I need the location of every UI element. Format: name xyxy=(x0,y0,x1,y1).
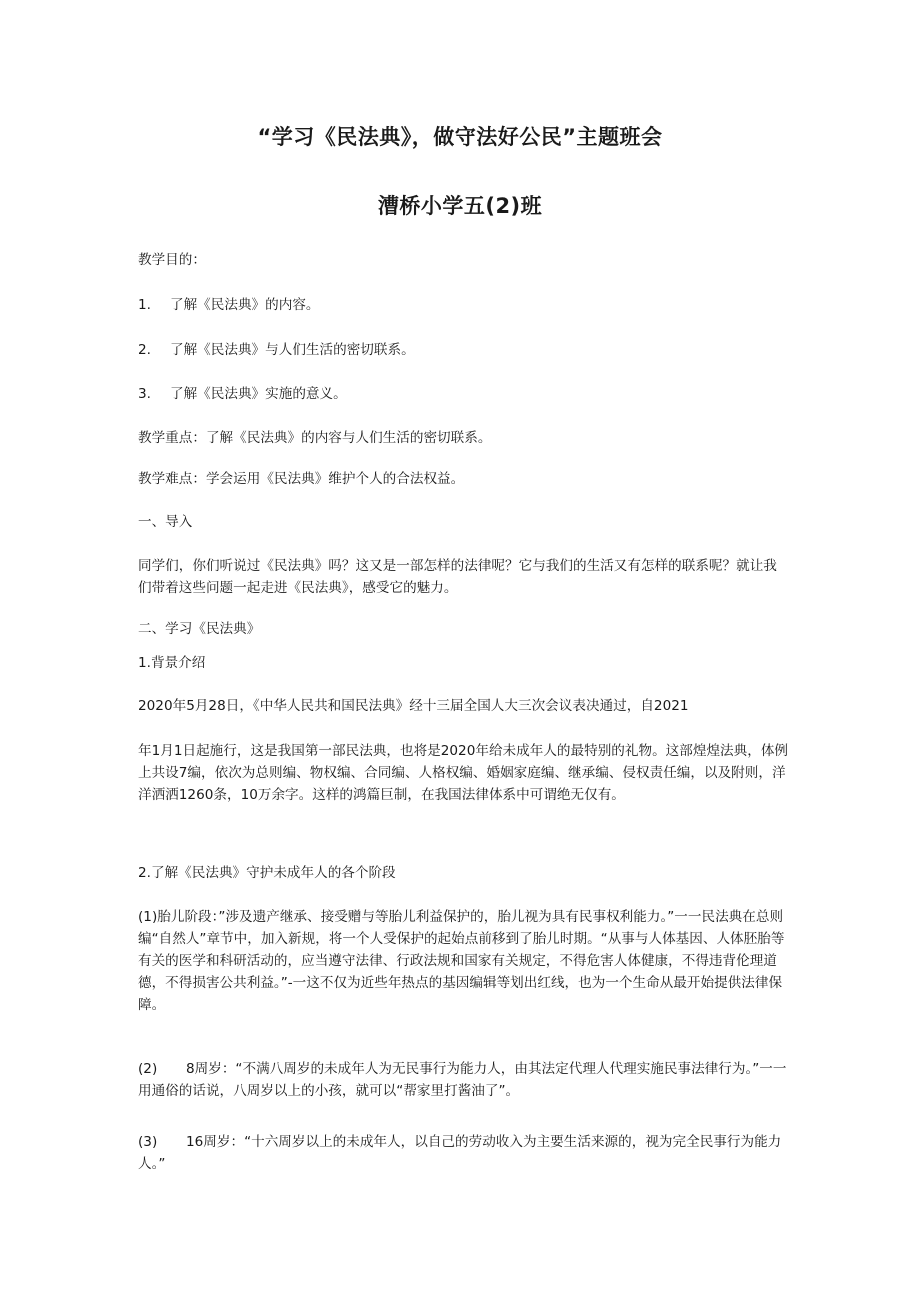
stage-number: (3) xyxy=(138,1134,158,1150)
document-title: “学习《民法典》，做守法好公民”主题班会 xyxy=(257,125,663,149)
objective-text: 了解《民法典》的内容。 xyxy=(170,297,320,313)
subsection-heading: 2.了解《民法典》守护未成年人的各个阶段 xyxy=(138,865,396,881)
stage-paragraph xyxy=(138,1058,788,1102)
stage-text: 16周岁：“十六周岁以上的未成年人，以自己的劳动收入为主要生活来源的，视为完全民事行为能力人。” xyxy=(138,1134,782,1172)
objective-text: 了解《民法典》与人们生活的密切联系。 xyxy=(170,342,415,358)
paragraph-line: 2020年5月28日，《中华人民共和国民法典》经十三届全国人大三次会议表决通过，自2021 xyxy=(138,698,689,714)
paragraph: 年1月1日起施行，这是我国第一部民法典，也将是2020年给未成年人的最特别的礼物。这部煌煌法典，体例上共设7编，依次为总则编、物权编、合同编、人格权编、婚姻家庭编、继承编、侵权责任编，以及附则，洋洋洒洒1260条，10万余字。这样的鸿篇巨制，在我国法律体系中可谓绝无仅有。 xyxy=(138,743,789,803)
difficulty: 教学难点：学会运用《民法典》维护个人的合法权益。 xyxy=(138,471,465,487)
stage-text: 8周岁：“不满八周岁的未成年人为无民事行为能力人，由其法定代理人代理实施民事法律行为。”一一用通俗的话说，八周岁以上的小孩，就可以“帮家里打酱油了”。 xyxy=(138,1061,787,1099)
stage-paragraph: (1)胎儿阶段：”涉及遗产继承、接受赠与等胎儿利益保护的，胎儿视为具有民事权利能力。”一一民法典在总则编“自然人”章节中，加入新规，将一个人受保护的起始点前移到了胎儿时期。“从事与人体基因、人体胚胎等有关的医学和科研活动的，应当遵守法律、行政法规和国家有关规定，不得危害人体健康，不得违背伦理道德，不得损害公共利益。”-一这不仅为近些年热点的基因编辑等划出红线，也为一个生命从最开始提供法律保障。 xyxy=(138,909,785,1013)
objectives-heading: 教学目的： xyxy=(138,252,206,268)
objective-number: 3. xyxy=(138,386,151,402)
stage-paragraph xyxy=(138,1131,788,1175)
stage-number: (2) xyxy=(138,1061,158,1077)
objective-text: 了解《民法典》实施的意义。 xyxy=(170,386,347,402)
objective-item xyxy=(138,294,788,316)
objective-number: 2. xyxy=(138,342,151,358)
subsection-heading: 1.背景介绍 xyxy=(138,655,206,671)
section-paragraph: 同学们，你们听说过《民法典》吗？这又是一部怎样的法律呢？它与我们的生活又有怎样的联系呢？就让我们带着这些问题一起走进《民法典》，感受它的魅力。 xyxy=(138,558,777,596)
objective-number: 1. xyxy=(138,297,151,313)
objective-item xyxy=(138,383,788,405)
key-point: 教学重点：了解《民法典》的内容与人们生活的密切联系。 xyxy=(138,430,492,446)
objective-item xyxy=(138,339,788,361)
section-heading: 一、导入 xyxy=(138,514,193,530)
document-subtitle: 漕桥小学五(2)班 xyxy=(377,194,543,218)
section-heading: 二、学习《民法典》 xyxy=(138,621,261,637)
